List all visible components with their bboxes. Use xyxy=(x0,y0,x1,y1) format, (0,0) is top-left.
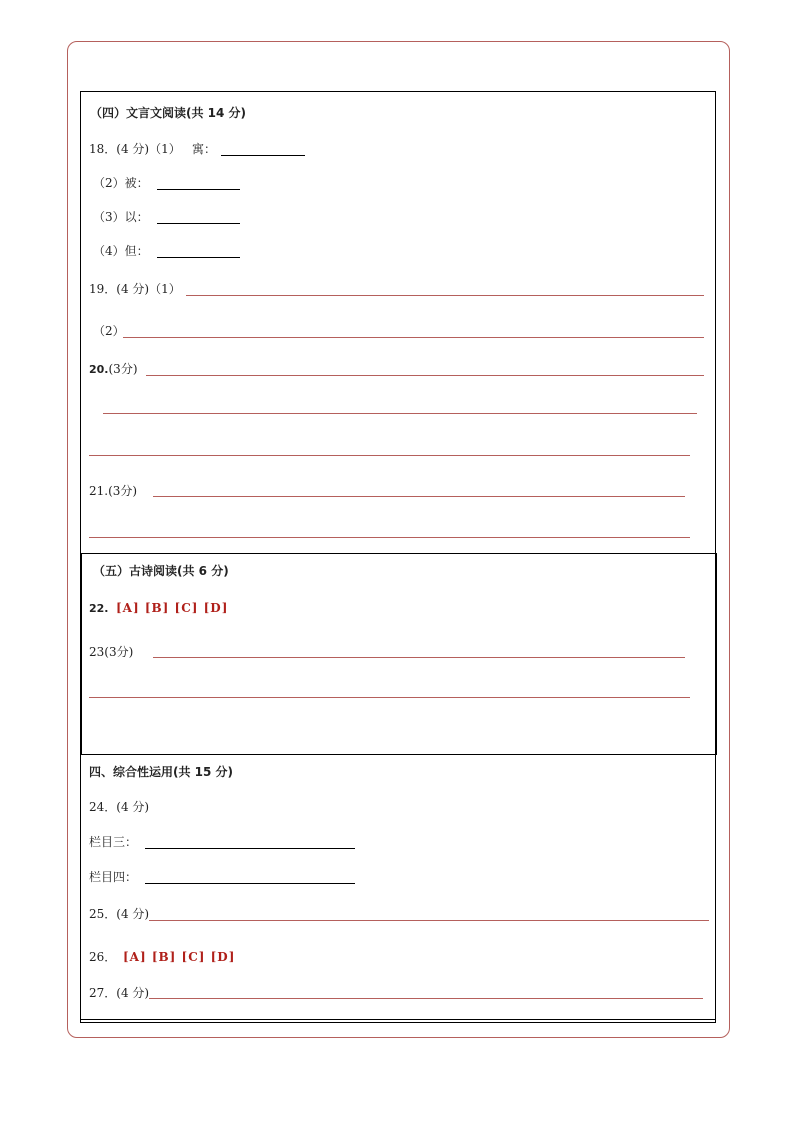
q22-options[interactable]: [A] [B] [C] [D] xyxy=(116,601,229,615)
q18-item4-answer-line[interactable] xyxy=(157,257,240,258)
q24-field1-answer-line[interactable] xyxy=(145,848,355,849)
q20-score: (3分) xyxy=(108,362,138,376)
bottom-rule xyxy=(80,1019,716,1020)
q18-item1-answer-line[interactable] xyxy=(221,155,305,156)
q21-answer-line-1[interactable] xyxy=(153,496,685,497)
q27-label: 27．(4 分) xyxy=(89,986,150,1000)
q19-sub1-answer-line[interactable] xyxy=(186,295,704,296)
q20-answer-line-3[interactable] xyxy=(89,455,690,456)
q20-answer-line-1[interactable] xyxy=(146,375,704,376)
q24-field2-answer-line[interactable] xyxy=(145,883,355,884)
q24-field1-label: 栏目三： xyxy=(89,835,138,849)
q18-item3-answer-line[interactable] xyxy=(157,223,240,224)
q18-item1-label: 寓： xyxy=(192,142,217,156)
q22-label: 22. xyxy=(89,602,109,615)
q25-answer-line[interactable] xyxy=(149,920,709,921)
q18-item2-label: （2）被： xyxy=(93,176,149,190)
q23-answer-line-2[interactable] xyxy=(89,697,690,698)
q18-item4-label: （4）但： xyxy=(93,244,149,258)
q24-field2-label: 栏目四： xyxy=(89,870,138,884)
q20-answer-line-2[interactable] xyxy=(103,413,697,414)
q18-item3-label: （3）以： xyxy=(93,210,149,224)
q18-item2-answer-line[interactable] xyxy=(157,189,240,190)
q21-label: 21.(3分) xyxy=(89,484,138,498)
poetry-section-box xyxy=(81,553,717,755)
q27-answer-line[interactable] xyxy=(149,998,703,999)
q26-label: 26． xyxy=(89,950,117,964)
q26-options[interactable]: [A] [B] [C] [D] xyxy=(123,950,236,964)
section-heading-poetry-reading: （五）古诗阅读(共 6 分) xyxy=(93,564,229,578)
q23-label: 23(3分) xyxy=(89,645,134,659)
q25-label: 25．(4 分) xyxy=(89,907,150,921)
q23-answer-line-1[interactable] xyxy=(153,657,685,658)
section-heading-comprehensive: 四、综合性运用(共 15 分) xyxy=(89,765,234,779)
q19-label: 19．(4 分)（1） xyxy=(89,282,181,296)
q18-label: 18．(4 分)（1） xyxy=(89,142,181,156)
q20-label xyxy=(89,362,138,377)
section-heading-classical-reading: （四）文言文阅读(共 14 分) xyxy=(90,106,247,120)
q20-number: 20. xyxy=(89,363,109,376)
q24-label: 24．(4 分) xyxy=(89,800,150,814)
q19-sub2-label: （2） xyxy=(93,324,125,338)
q21-answer-line-2[interactable] xyxy=(89,537,690,538)
q19-sub2-answer-line[interactable] xyxy=(123,337,704,338)
